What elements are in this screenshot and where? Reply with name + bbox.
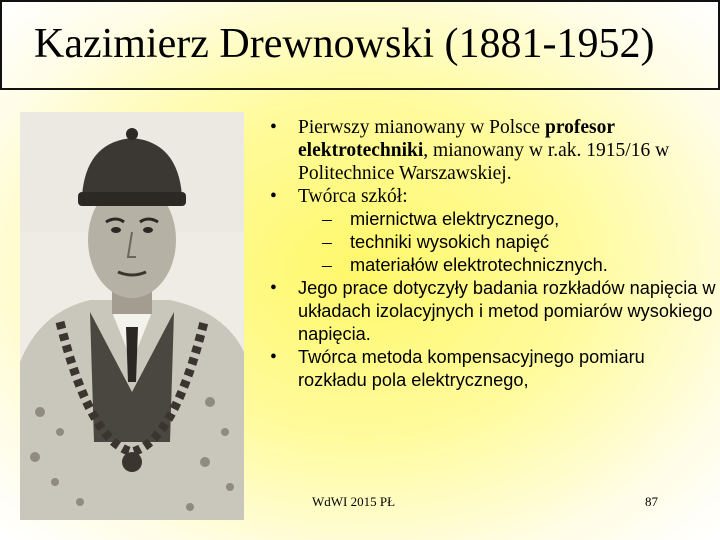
slide-content [266, 116, 716, 392]
sub-item-text: materiałów elektrotechnicznych. [350, 255, 608, 275]
bullet-text: Twórca metoda kompensacyjnego pomiaru rozkładu pola elektrycznego, [298, 347, 645, 390]
slide-title: Kazimierz Drewnowski (1881-1952) [34, 21, 655, 67]
sub-item-text: miernictwa elektrycznego, [350, 209, 560, 229]
sub-list-item [298, 254, 716, 277]
list-item [266, 185, 716, 277]
portrait-photo [20, 112, 244, 520]
sub-list-item [298, 208, 716, 231]
footer-course-label: WdWI 2015 PŁ [312, 494, 396, 509]
sub-list [298, 208, 716, 277]
bullet-list [266, 116, 716, 392]
dash-icon: – [322, 209, 332, 230]
list-item [266, 116, 716, 185]
bullet-icon: • [270, 347, 277, 368]
list-item [266, 346, 716, 392]
sub-list-item [298, 231, 716, 254]
list-item [266, 277, 716, 346]
page-number: 87 [645, 494, 658, 509]
bullet-text: Pierwszy mianowany w Polsce [298, 117, 545, 138]
bullet-icon: • [270, 117, 277, 138]
bullet-text: Twórca szkół: [298, 186, 408, 207]
sub-item-text: techniki wysokich napięć [350, 232, 550, 252]
bullet-icon: • [270, 186, 277, 207]
bullet-text: , mianowany w r.ak. 1915/16 w Politechnice Warszawskiej. [298, 140, 670, 184]
bullet-text: Jego prace dotyczyły badania rozkładów napięcia w układach izolacyjnych i metod pomiarów wysokiego napięcia. [298, 278, 716, 344]
bullet-bold-text: profesor elektrotechniki [298, 117, 615, 161]
dash-icon: – [322, 232, 332, 253]
bullet-icon: • [270, 278, 277, 299]
dash-icon: – [322, 255, 332, 276]
